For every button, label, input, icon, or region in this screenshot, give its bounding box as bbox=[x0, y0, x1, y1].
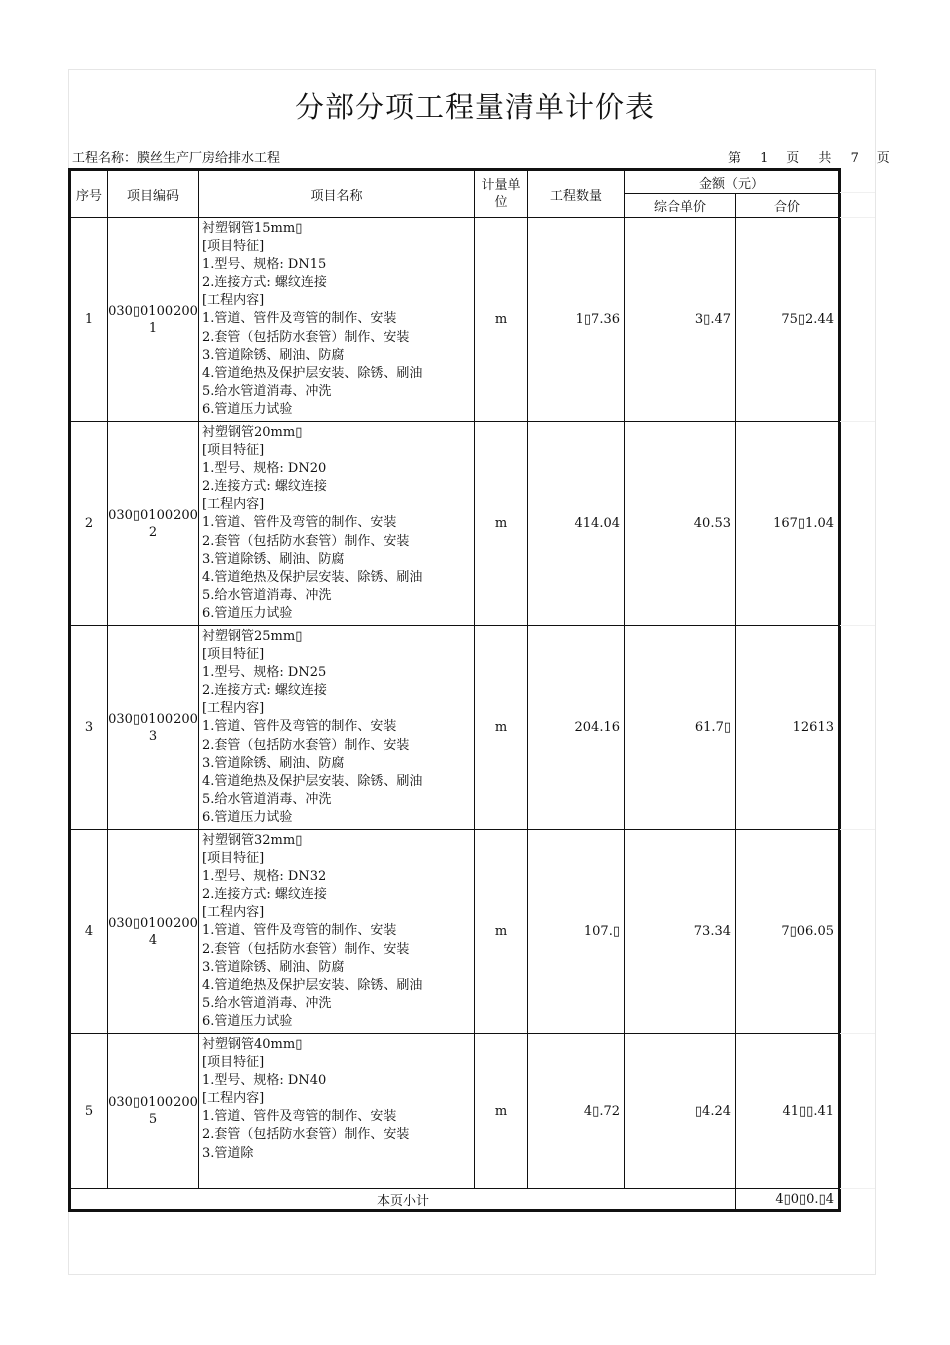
row-name-line: 1.管道、管件及弯管的制作、安装 bbox=[202, 1109, 397, 1125]
row-name-line: 2.连接方式: 螺纹连接 bbox=[202, 683, 327, 699]
row-name-line: 衬塑钢管32mm▯ bbox=[202, 833, 303, 848]
row-unit-price: 3▯.47 bbox=[625, 218, 736, 422]
row-unit: m bbox=[475, 830, 528, 1034]
row-name-line: 4.管道绝热及保护层安装、除锈、刷油 bbox=[202, 773, 423, 789]
row-name-line: [工程内容] bbox=[202, 905, 265, 921]
row-name-line: 衬塑钢管40mm▯ bbox=[202, 1037, 303, 1052]
row-total: 75▯2.44 bbox=[736, 218, 840, 422]
row-name-line: 3.管道除锈、刷油、防腐 bbox=[202, 551, 345, 567]
row-code bbox=[108, 1034, 199, 1189]
row-code-line: 030▯0100200 bbox=[108, 1095, 198, 1110]
grid-extension-line bbox=[840, 421, 875, 422]
row-seq: 5 bbox=[70, 1034, 108, 1189]
row-name-line: 3.管道除 bbox=[202, 1145, 254, 1161]
row-unit-price: 61.7▯ bbox=[625, 626, 736, 830]
header-unit-price: 综合单价 bbox=[625, 194, 736, 218]
table-row bbox=[70, 1034, 840, 1189]
row-name-line: 5.给水管道消毒、冲洗 bbox=[202, 995, 332, 1011]
row-code bbox=[108, 422, 199, 626]
row-name-line: 6.管道压力试验 bbox=[202, 605, 293, 621]
row-seq: 2 bbox=[70, 422, 108, 626]
row-name-line: 6.管道压力试验 bbox=[202, 1013, 293, 1029]
row-name-line: 1.型号、规格: DN32 bbox=[202, 869, 327, 885]
project-name: 工程名称：膜丝生产厂房给排水工程 bbox=[72, 151, 281, 166]
row-name-line: 3.管道除锈、刷油、防腐 bbox=[202, 755, 345, 771]
row-seq: 1 bbox=[70, 218, 108, 422]
row-code-line: 3 bbox=[148, 728, 158, 744]
row-name-line: 4.管道绝热及保护层安装、除锈、刷油 bbox=[202, 365, 423, 381]
row-code-line: 1 bbox=[148, 320, 158, 336]
row-name-line: 2.连接方式: 螺纹连接 bbox=[202, 479, 327, 495]
table-row bbox=[70, 626, 840, 830]
header-unit: 计量单位 bbox=[475, 170, 528, 218]
page-info-word: 第 bbox=[728, 151, 742, 166]
row-name-line: 2.套管（包括防水套管）制作、安装 bbox=[202, 1127, 410, 1143]
row-seq: 4 bbox=[70, 830, 108, 1034]
row-name-line: [工程内容] bbox=[202, 701, 265, 717]
table-row bbox=[70, 830, 840, 1034]
header-amount: 金额（元） bbox=[625, 170, 840, 194]
row-name-line: 6.管道压力试验 bbox=[202, 401, 293, 417]
row-code-line: 030▯0100200 bbox=[108, 711, 198, 727]
page-info-word: 页 bbox=[876, 151, 890, 166]
row-name-line: 1.型号、规格: DN40 bbox=[202, 1073, 327, 1089]
row-name-line: 衬塑钢管20mm▯ bbox=[202, 425, 303, 440]
row-qty: 4▯.72 bbox=[528, 1034, 625, 1189]
grid-extension-line bbox=[840, 192, 875, 193]
row-name-line: [项目特征] bbox=[202, 1055, 265, 1071]
row-total: 12613 bbox=[736, 626, 840, 830]
grid-extension-line bbox=[840, 217, 875, 218]
row-name bbox=[199, 422, 475, 626]
row-unit-price: 73.34 bbox=[625, 830, 736, 1034]
row-qty: 1▯7.36 bbox=[528, 218, 625, 422]
header-code: 项目编码 bbox=[108, 170, 199, 218]
row-name-line: [工程内容] bbox=[202, 293, 265, 309]
row-unit: m bbox=[475, 626, 528, 830]
row-name-line: 2.套管（包括防水套管）制作、安装 bbox=[202, 737, 410, 753]
row-code bbox=[108, 626, 199, 830]
row-name-line: 1.型号、规格: DN20 bbox=[202, 461, 327, 477]
row-name-line: 6.管道压力试验 bbox=[202, 809, 293, 825]
row-name-line: [项目特征] bbox=[202, 239, 265, 255]
row-name-line: 1.管道、管件及弯管的制作、安装 bbox=[202, 515, 397, 531]
row-name-line: 2.套管（包括防水套管）制作、安装 bbox=[202, 941, 410, 957]
row-name-line: 4.管道绝热及保护层安装、除锈、刷油 bbox=[202, 569, 423, 585]
row-name-line: [项目特征] bbox=[202, 647, 265, 663]
row-name bbox=[199, 1034, 475, 1189]
row-name-line: 5.给水管道消毒、冲洗 bbox=[202, 791, 332, 807]
row-name-line: 3.管道除锈、刷油、防腐 bbox=[202, 347, 345, 363]
row-name-line: 2.套管（包括防水套管）制作、安装 bbox=[202, 533, 410, 549]
row-name-line: 2.连接方式: 螺纹连接 bbox=[202, 275, 327, 291]
grid-extension-line bbox=[840, 1033, 875, 1034]
row-name-line: 1.管道、管件及弯管的制作、安装 bbox=[202, 311, 397, 327]
row-name-line: 1.型号、规格: DN15 bbox=[202, 257, 327, 273]
row-unit: m bbox=[475, 1034, 528, 1189]
row-total: 41▯▯.41 bbox=[736, 1034, 840, 1189]
row-code-line: 030▯0100200 bbox=[108, 303, 198, 319]
row-name-line: 5.给水管道消毒、冲洗 bbox=[202, 587, 332, 603]
row-name-line: [项目特征] bbox=[202, 443, 265, 459]
header-qty: 工程数量 bbox=[528, 170, 625, 218]
subtotal-label: 本页小计 bbox=[70, 1189, 736, 1211]
grid-extension-line bbox=[840, 829, 875, 830]
row-unit: m bbox=[475, 218, 528, 422]
row-code-line: 030▯0100200 bbox=[108, 507, 198, 523]
row-unit-price: ▯4.24 bbox=[625, 1034, 736, 1189]
row-code bbox=[108, 218, 199, 422]
row-name-line: 2.连接方式: 螺纹连接 bbox=[202, 887, 327, 903]
row-name-line: 衬塑钢管15mm▯ bbox=[202, 221, 303, 236]
header-name: 项目名称 bbox=[199, 170, 475, 218]
row-name-line: [工程内容] bbox=[202, 1091, 265, 1107]
grid-extension-line bbox=[840, 1188, 875, 1189]
row-name-line: 4.管道绝热及保护层安装、除锈、刷油 bbox=[202, 977, 423, 993]
row-name-line: 衬塑钢管25mm▯ bbox=[202, 629, 303, 644]
row-qty: 204.16 bbox=[528, 626, 625, 830]
header-total: 合价 bbox=[736, 194, 840, 218]
row-name bbox=[199, 626, 475, 830]
row-code-line: 5 bbox=[148, 1112, 158, 1127]
page-info-word: 页 bbox=[786, 151, 800, 166]
row-total: 167▯1.04 bbox=[736, 422, 840, 626]
subtotal-value: 4▯0▯0.▯4 bbox=[736, 1189, 840, 1211]
subtotal-row bbox=[70, 1189, 840, 1211]
pricing-table bbox=[68, 168, 841, 1212]
row-name bbox=[199, 830, 475, 1034]
row-code-line: 4 bbox=[148, 932, 158, 948]
row-name-line: 2.套管（包括防水套管）制作、安装 bbox=[202, 329, 410, 345]
row-code bbox=[108, 830, 199, 1034]
row-code-line: 030▯0100200 bbox=[108, 915, 198, 931]
row-unit-price: 40.53 bbox=[625, 422, 736, 626]
row-name-line: 5.给水管道消毒、冲洗 bbox=[202, 383, 332, 399]
table-row bbox=[70, 422, 840, 626]
row-name bbox=[199, 218, 475, 422]
row-qty: 107.▯ bbox=[528, 830, 625, 1034]
row-name-line: 1.管道、管件及弯管的制作、安装 bbox=[202, 923, 397, 939]
row-qty: 414.04 bbox=[528, 422, 625, 626]
page-info bbox=[728, 147, 890, 166]
row-name-line: [项目特征] bbox=[202, 851, 265, 867]
row-total: 7▯06.05 bbox=[736, 830, 840, 1034]
header-seq: 序号 bbox=[70, 170, 108, 218]
page-info-word: 共 bbox=[818, 151, 832, 166]
table-row bbox=[70, 218, 840, 422]
page-total: 7 bbox=[850, 151, 859, 166]
row-code-line: 2 bbox=[148, 524, 158, 540]
row-seq: 3 bbox=[70, 626, 108, 830]
row-name-line: 1.管道、管件及弯管的制作、安装 bbox=[202, 719, 397, 735]
row-name-line: 3.管道除锈、刷油、防腐 bbox=[202, 959, 345, 975]
page-title: 分部分项工程量清单计价表 bbox=[294, 90, 655, 124]
row-unit: m bbox=[475, 422, 528, 626]
grid-extension-line bbox=[840, 625, 875, 626]
page-number: 1 bbox=[760, 151, 769, 166]
row-name-line: 1.型号、规格: DN25 bbox=[202, 665, 327, 681]
row-name-line: [工程内容] bbox=[202, 497, 265, 513]
